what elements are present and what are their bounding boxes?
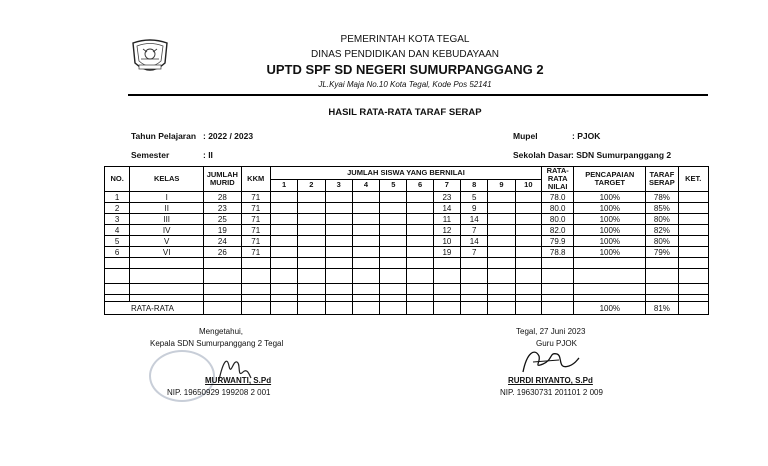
header-score-col: 6 (407, 179, 433, 192)
row-kelas: II (130, 203, 204, 214)
row-score-cell (298, 203, 325, 214)
row-score-cell (407, 236, 433, 247)
empty-cell (488, 258, 515, 269)
row-pencapaian: 100% (574, 192, 646, 203)
row-jumlah-murid: 23 (204, 203, 241, 214)
empty-cell (380, 284, 407, 295)
row-jumlah-murid: 24 (204, 236, 241, 247)
row-taraf-serap: 85% (646, 203, 678, 214)
header-divider (128, 94, 708, 96)
row-score-cell (270, 214, 297, 225)
empty-cell (352, 284, 379, 295)
mengetahui-text: Mengetahui, (199, 327, 244, 336)
empty-cell (130, 295, 204, 302)
empty-cell (515, 295, 541, 302)
row-ket (678, 236, 708, 247)
empty-cell (574, 284, 646, 295)
row-score-cell (270, 225, 297, 236)
tahun-label: Tahun Pelajaran (131, 131, 197, 141)
empty-cell (515, 284, 541, 295)
empty-cell (542, 258, 574, 269)
teacher-title: Guru PJOK (536, 339, 577, 348)
average-empty-cell (352, 302, 379, 315)
sekolah-value: : SDN Sumurpanggang 2 (571, 150, 672, 160)
average-label: RATA-RATA (105, 302, 204, 315)
row-score-cell (298, 236, 325, 247)
empty-cell (515, 269, 541, 284)
gov-header-line: PEMERINTAH KOTA TEGAL (340, 34, 470, 45)
empty-cell (574, 295, 646, 302)
headmaster-title: Kepala SDN Sumurpanggang 2 Tegal (150, 339, 284, 348)
row-score-cell (515, 214, 541, 225)
row-kkm: 71 (241, 203, 270, 214)
row-score-cell (352, 225, 379, 236)
header-pencapaian: PENCAPAIAN TARGET (574, 167, 646, 192)
average-empty-cell (488, 302, 515, 315)
row-pencapaian: 100% (574, 236, 646, 247)
row-score-cell (380, 192, 407, 203)
row-pencapaian: 100% (574, 203, 646, 214)
row-score-cell (515, 203, 541, 214)
row-ket (678, 203, 708, 214)
empty-cell (433, 269, 460, 284)
row-score-cell: 5 (461, 192, 488, 203)
header-ket: KET. (678, 167, 708, 192)
row-rata-nilai: 80.0 (542, 214, 574, 225)
row-score-cell (380, 225, 407, 236)
table-row (105, 236, 709, 247)
row-score-cell (488, 236, 515, 247)
row-kkm: 71 (241, 192, 270, 203)
empty-cell (407, 284, 433, 295)
headmaster-nip: NIP. 19650929 199208 2 001 (167, 388, 271, 397)
row-score-cell (352, 192, 379, 203)
row-taraf-serap: 80% (646, 214, 678, 225)
row-pencapaian: 100% (574, 247, 646, 258)
row-kelas: IV (130, 225, 204, 236)
average-taraf-serap: 81% (646, 302, 678, 315)
average-empty-cell (204, 302, 241, 315)
header-kelas: KELAS (130, 167, 204, 192)
header-rata-nilai: RATA-RATA NILAI (542, 167, 574, 192)
row-pencapaian: 100% (574, 214, 646, 225)
row-ket (678, 225, 708, 236)
header-score-col: 8 (461, 179, 488, 192)
empty-cell (407, 295, 433, 302)
empty-cell (433, 295, 460, 302)
empty-cell (298, 295, 325, 302)
empty-cell (646, 295, 678, 302)
row-ket (678, 247, 708, 258)
header-bernilai: JUMLAH SISWA YANG BERNILAI (270, 167, 541, 180)
header-score-col: 9 (488, 179, 515, 192)
empty-cell (270, 284, 297, 295)
average-ket (678, 302, 708, 315)
empty-cell (678, 284, 708, 295)
row-score-cell (352, 214, 379, 225)
row-score-cell (270, 192, 297, 203)
school-address: JL.Kyai Maja No.10 Kota Tegal, Kode Pos 52141 (318, 80, 492, 89)
empty-cell (488, 284, 515, 295)
empty-cell (574, 258, 646, 269)
row-score-cell (407, 192, 433, 203)
empty-cell (407, 258, 433, 269)
row-score-cell (325, 203, 352, 214)
row-jumlah-murid: 19 (204, 225, 241, 236)
row-taraf-serap: 79% (646, 247, 678, 258)
header-kkm: KKM (241, 167, 270, 192)
header-score-col: 7 (433, 179, 460, 192)
empty-row (105, 258, 709, 269)
average-empty-cell (433, 302, 460, 315)
row-rata-nilai: 82.0 (542, 225, 574, 236)
empty-cell (678, 269, 708, 284)
empty-cell (130, 258, 204, 269)
header-score-col: 4 (352, 179, 379, 192)
row-score-cell (352, 247, 379, 258)
row-score-cell (488, 247, 515, 258)
row-score-cell (407, 214, 433, 225)
row-score-cell (488, 203, 515, 214)
row-score-cell: 7 (461, 247, 488, 258)
row-score-cell: 14 (461, 214, 488, 225)
mapel-label: Mupel (513, 131, 538, 141)
row-score-cell: 23 (433, 192, 460, 203)
headmaster-name: MURWANTI, S.Pd (205, 376, 272, 385)
row-rata-nilai: 80.0 (542, 203, 574, 214)
empty-cell (298, 284, 325, 295)
empty-cell (515, 258, 541, 269)
table-row (105, 247, 709, 258)
row-score-cell (298, 214, 325, 225)
empty-row (105, 295, 709, 302)
row-kelas: I (130, 192, 204, 203)
average-empty-cell (407, 302, 433, 315)
header-score-col: 1 (270, 179, 297, 192)
row-no: 5 (105, 236, 130, 247)
empty-cell (646, 284, 678, 295)
row-jumlah-murid: 26 (204, 247, 241, 258)
row-score-cell (325, 225, 352, 236)
table-row (105, 225, 709, 236)
row-score-cell: 10 (433, 236, 460, 247)
empty-cell (678, 295, 708, 302)
mapel-value: : PJOK (572, 131, 601, 141)
row-no: 3 (105, 214, 130, 225)
table-row (105, 192, 709, 203)
empty-cell (325, 258, 352, 269)
row-kkm: 71 (241, 214, 270, 225)
header-score-col: 10 (515, 179, 541, 192)
empty-cell (542, 269, 574, 284)
sekolah-label: Sekolah Dasar (513, 150, 572, 160)
empty-cell (461, 295, 488, 302)
empty-cell (574, 269, 646, 284)
teacher-nip: NIP. 19630731 201101 2 009 (500, 388, 603, 397)
row-score-cell (325, 192, 352, 203)
row-rata-nilai: 78.0 (542, 192, 574, 203)
row-score-cell (352, 203, 379, 214)
row-score-cell (515, 247, 541, 258)
empty-cell (241, 295, 270, 302)
empty-cell (130, 284, 204, 295)
empty-cell (646, 269, 678, 284)
empty-cell (204, 269, 241, 284)
empty-cell (678, 258, 708, 269)
table-row (105, 203, 709, 214)
row-score-cell (488, 225, 515, 236)
empty-cell (352, 269, 379, 284)
header-score-col: 3 (325, 179, 352, 192)
empty-row (105, 269, 709, 284)
row-jumlah-murid: 28 (204, 192, 241, 203)
empty-cell (130, 269, 204, 284)
row-score-cell: 14 (433, 203, 460, 214)
header-jumlah-murid: JUMLAH MURID (204, 167, 241, 192)
row-score-cell: 9 (461, 203, 488, 214)
average-empty-cell (298, 302, 325, 315)
empty-row (105, 284, 709, 295)
row-kelas: VI (130, 247, 204, 258)
empty-cell (461, 258, 488, 269)
header-score-col: 2 (298, 179, 325, 192)
row-score-cell: 14 (461, 236, 488, 247)
row-score-cell (515, 225, 541, 236)
row-score-cell (515, 236, 541, 247)
empty-cell (204, 295, 241, 302)
row-score-cell: 12 (433, 225, 460, 236)
row-score-cell (380, 203, 407, 214)
row-score-cell (352, 236, 379, 247)
empty-cell (298, 269, 325, 284)
empty-cell (352, 295, 379, 302)
empty-cell (270, 269, 297, 284)
average-empty-cell (380, 302, 407, 315)
row-score-cell (407, 225, 433, 236)
row-score-cell (407, 203, 433, 214)
empty-cell (433, 258, 460, 269)
row-kelas: III (130, 214, 204, 225)
average-empty-cell (515, 302, 541, 315)
school-name: UPTD SPF SD NEGERI SUMURPANGGANG 2 (266, 62, 544, 77)
row-score-cell (298, 225, 325, 236)
average-pencapaian: 100% (574, 302, 646, 315)
teacher-name: RURDI RIYANTO, S.Pd (508, 376, 593, 385)
empty-cell (380, 295, 407, 302)
taraf-serap-table (104, 166, 709, 315)
row-score-cell: 7 (461, 225, 488, 236)
average-empty-cell (270, 302, 297, 315)
row-ket (678, 214, 708, 225)
empty-cell (325, 269, 352, 284)
document-title: HASIL RATA-RATA TARAF SERAP (328, 107, 482, 118)
row-kelas: V (130, 236, 204, 247)
header-no: NO. (105, 167, 130, 192)
empty-cell (352, 258, 379, 269)
empty-cell (433, 284, 460, 295)
row-taraf-serap: 80% (646, 236, 678, 247)
row-ket (678, 192, 708, 203)
empty-cell (105, 295, 130, 302)
row-score-cell (270, 247, 297, 258)
row-no: 2 (105, 203, 130, 214)
average-empty-cell (325, 302, 352, 315)
dept-header-line: DINAS PENDIDIKAN DAN KEBUDAYAAN (310, 49, 499, 60)
row-score-cell: 19 (433, 247, 460, 258)
row-score-cell (380, 236, 407, 247)
empty-cell (461, 284, 488, 295)
row-score-cell (325, 247, 352, 258)
row-kkm: 71 (241, 225, 270, 236)
row-jumlah-murid: 25 (204, 214, 241, 225)
header-score-col: 5 (380, 179, 407, 192)
row-rata-nilai: 79.9 (542, 236, 574, 247)
row-score-cell (298, 247, 325, 258)
row-no: 1 (105, 192, 130, 203)
average-empty-cell (241, 302, 270, 315)
average-row (105, 302, 709, 315)
empty-cell (407, 269, 433, 284)
headmaster-signature-icon (215, 352, 255, 391)
semester-value: : II (203, 150, 213, 160)
row-score-cell (407, 247, 433, 258)
table-row (105, 214, 709, 225)
empty-cell (646, 258, 678, 269)
empty-cell (270, 258, 297, 269)
row-taraf-serap: 78% (646, 192, 678, 203)
empty-cell (204, 258, 241, 269)
empty-cell (542, 284, 574, 295)
average-empty-cell (542, 302, 574, 315)
empty-cell (241, 269, 270, 284)
date-place: Tegal, 27 Juni 2023 (516, 327, 586, 336)
header-taraf-serap: TARAF SERAP (646, 167, 678, 192)
empty-cell (298, 258, 325, 269)
tahun-value: : 2022 / 2023 (203, 131, 254, 141)
row-score-cell: 11 (433, 214, 460, 225)
empty-cell (105, 284, 130, 295)
empty-cell (461, 269, 488, 284)
semester-label: Semester (131, 150, 170, 160)
row-score-cell (380, 214, 407, 225)
row-score-cell (325, 236, 352, 247)
empty-cell (241, 258, 270, 269)
row-taraf-serap: 82% (646, 225, 678, 236)
row-score-cell (488, 214, 515, 225)
row-score-cell (298, 192, 325, 203)
empty-cell (380, 269, 407, 284)
row-pencapaian: 100% (574, 225, 646, 236)
tegal-city-crest-icon (129, 37, 171, 75)
row-score-cell (325, 214, 352, 225)
row-no: 6 (105, 247, 130, 258)
row-score-cell (270, 236, 297, 247)
empty-cell (241, 284, 270, 295)
row-rata-nilai: 78.8 (542, 247, 574, 258)
row-no: 4 (105, 225, 130, 236)
row-score-cell (515, 192, 541, 203)
empty-cell (325, 284, 352, 295)
row-score-cell (380, 247, 407, 258)
empty-cell (488, 269, 515, 284)
empty-cell (105, 258, 130, 269)
empty-cell (488, 295, 515, 302)
empty-cell (380, 258, 407, 269)
empty-cell (105, 269, 130, 284)
average-empty-cell (461, 302, 488, 315)
row-kkm: 71 (241, 236, 270, 247)
row-score-cell (488, 192, 515, 203)
empty-cell (270, 295, 297, 302)
row-kkm: 71 (241, 247, 270, 258)
empty-cell (325, 295, 352, 302)
row-score-cell (270, 203, 297, 214)
empty-cell (204, 284, 241, 295)
empty-cell (542, 295, 574, 302)
